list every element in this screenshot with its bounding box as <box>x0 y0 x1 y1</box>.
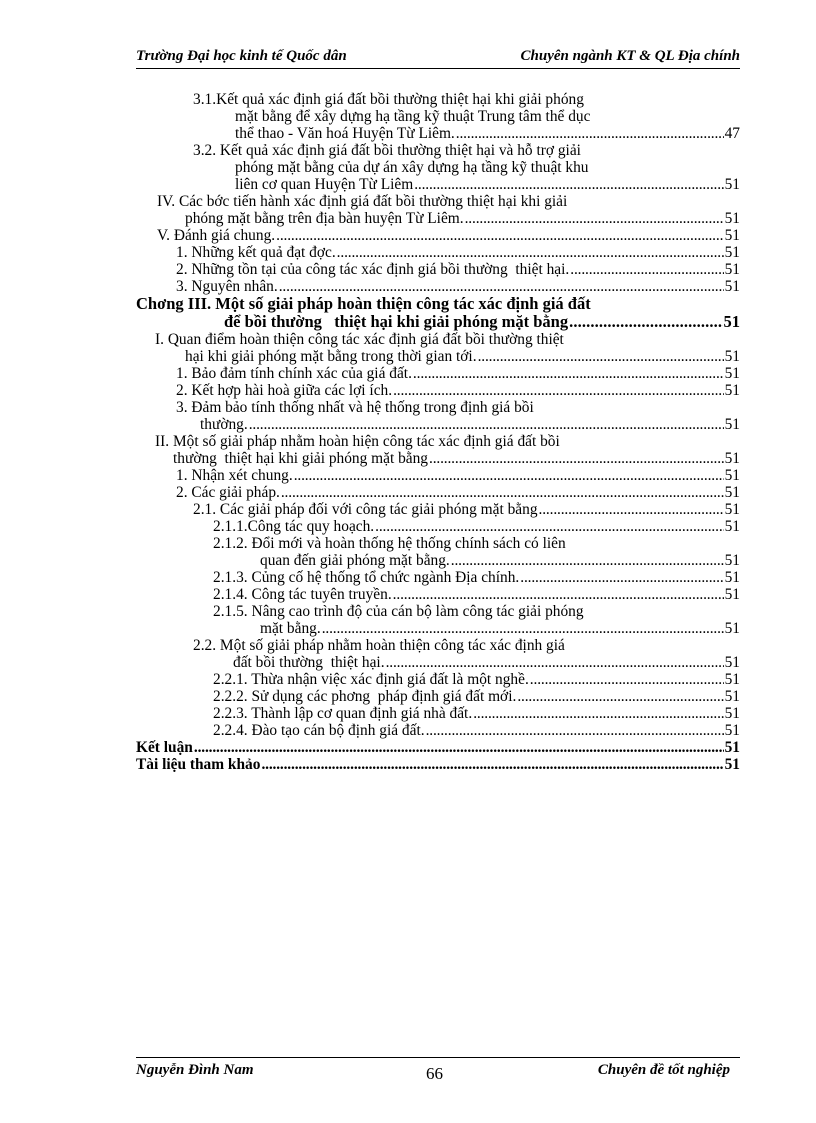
table-of-contents <box>136 91 740 773</box>
toc-entry: 2. Kết hợp hài hoà giữa các lợi ích. . . . 51 <box>136 382 740 399</box>
toc-entry: 2.2.1. Thừa nhận việc xác định giá đất là một nghề. . . . 51 <box>136 671 740 688</box>
toc-page: 51 <box>724 244 740 261</box>
toc-page: 51 <box>724 484 740 501</box>
toc-page: 51 <box>724 501 740 518</box>
footer-right: Chuyên đề tốt nghiệp <box>597 1062 730 1078</box>
toc-page: 51 <box>724 278 740 295</box>
toc-entry: II. Một số giải pháp nhằm hoàn hiện công tác xác định giá đất bồi thường thiệt hại khi giải phóng mặt bằng . . . 51 <box>136 433 740 467</box>
toc-page: 51 <box>724 654 740 671</box>
toc-entry: 2.2. Một số giải pháp nhằm hoàn thiện công tác xác định giá đất bồi thường thiệt hại. . . . 51 <box>136 637 740 671</box>
toc-entry: 2.1.5. Nâng cao trình độ của cán bộ làm công tác giải phóng mặt bằng. . . . 51 <box>136 603 740 637</box>
toc-entry-conclusion: Kết luận . . . 51 <box>136 739 740 756</box>
toc-page: 51 <box>724 467 740 484</box>
toc-page: 51 <box>724 227 740 244</box>
toc-entry: 2.1.3. Củng cố hệ thống tổ chức ngành Địa chính. . . . 51 <box>136 569 740 586</box>
toc-page: 51 <box>724 756 740 773</box>
page-number: 66 <box>426 1064 443 1083</box>
toc-chapter-entry: Chơng III. Một số giải pháp hoàn thiện công tác xác định giá đất để bồi thường thiệt hại khi giải phóng mặt bằng . . . 51 <box>136 295 740 331</box>
toc-entry: 2.2.3. Thành lập cơ quan định giá nhà đất. . . . 51 <box>136 705 740 722</box>
toc-entry: IV. Các bớc tiến hành xác định giá đất bồi thường thiệt hại khi giải phóng mặt bằng trên địa bàn huyện Từ Liêm. . . . 51 <box>136 193 740 227</box>
toc-page: 51 <box>724 450 740 467</box>
toc-page: 51 <box>724 620 740 637</box>
toc-page: 51 <box>724 586 740 603</box>
toc-page: 51 <box>724 365 740 382</box>
toc-entry: 2.1.4. Công tác tuyên truyền. . . . 51 <box>136 586 740 603</box>
toc-page: 51 <box>724 688 740 705</box>
toc-entry: 3. Nguyên nhân. . . . 51 <box>136 278 740 295</box>
toc-entry: 2.1.2. Đổi mới và hoàn thống hệ thống chính sách có liên quan đến giải phóng mặt bằng. . . . 51 <box>136 535 740 569</box>
toc-entry: V. Đánh giá chung. . . . 51 <box>136 227 740 244</box>
toc-page: 51 <box>724 348 740 365</box>
toc-page: 51 <box>724 261 740 278</box>
toc-page: 51 <box>724 671 740 688</box>
toc-entry: 2.1. Các giải pháp đối với công tác giải phóng mặt bằng . . . 51 <box>136 501 740 518</box>
toc-entry: 1. Nhận xét chung. . . . 51 <box>136 467 740 484</box>
toc-page: 47 <box>724 125 740 142</box>
toc-page: 51 <box>724 569 740 586</box>
toc-page: 51 <box>724 739 740 756</box>
header-left: Trường Đại học kinh tế Quốc dân <box>136 48 347 64</box>
toc-entry: 2. Những tồn tại của công tác xác định giá bồi thường thiệt hại. . . . 51 <box>136 261 740 278</box>
toc-entry: 1. Bảo đảm tính chính xác của giá đất. . . . 51 <box>136 365 740 382</box>
toc-page: 51 <box>724 210 740 227</box>
toc-entry-references: Tài liệu tham khảo . . . 51 <box>136 756 740 773</box>
header-right: Chuyên ngành KT & QL Địa chính <box>520 48 740 64</box>
toc-page: 51 <box>724 176 740 193</box>
toc-entry: 2.1.1.Công tác quy hoạch. . . . 51 <box>136 518 740 535</box>
toc-entry: 3.1.Kết quả xác định giá đất bồi thường thiệt hại khi giải phóng mặt bằng để xây dựng hạ tầng kỹ thuật Trung tâm thể dục thể thao - Văn hoá Huyện Từ Liêm. . . . 47 <box>136 91 740 142</box>
toc-page: 51 <box>724 416 740 433</box>
footer-rule <box>136 1057 740 1058</box>
toc-page: 51 <box>724 722 740 739</box>
toc-entry: 2.2.2. Sử dụng các phơng pháp định giá đất mới. . . . 51 <box>136 688 740 705</box>
toc-entry: 2. Các giải pháp. . . . 51 <box>136 484 740 501</box>
page-footer <box>136 1062 740 1084</box>
toc-entry: 2.2.4. Đào tạo cán bộ định giá đất. . . . 51 <box>136 722 740 739</box>
toc-entry: I. Quan điểm hoàn thiện công tác xác định giá đất bồi thường thiệt hại khi giải phóng mặt bằng trong thời gian tới. . . . 51 <box>136 331 740 365</box>
footer-author: Nguyễn Đình Nam <box>136 1062 254 1078</box>
toc-page: 51 <box>724 705 740 722</box>
toc-entry: 3.2. Kết quả xác định giá đất bồi thường thiệt hại và hỗ trợ giải phóng mặt bằng của dự án xây dựng hạ tầng kỹ thuật khu liên cơ quan Huyện Từ Liêm . . . 51 <box>136 142 740 193</box>
toc-entry: 1. Những kết quả đạt đợc. . . . 51 <box>136 244 740 261</box>
header-rule <box>136 68 740 69</box>
page-header <box>136 48 740 68</box>
toc-entry: 3. Đảm bảo tính thống nhất và hệ thống trong định giá bồi thường. . . . 51 <box>136 399 740 433</box>
toc-page: 51 <box>724 382 740 399</box>
toc-page: 51 <box>724 552 740 569</box>
toc-page: 51 <box>723 312 740 331</box>
toc-page: 51 <box>724 518 740 535</box>
